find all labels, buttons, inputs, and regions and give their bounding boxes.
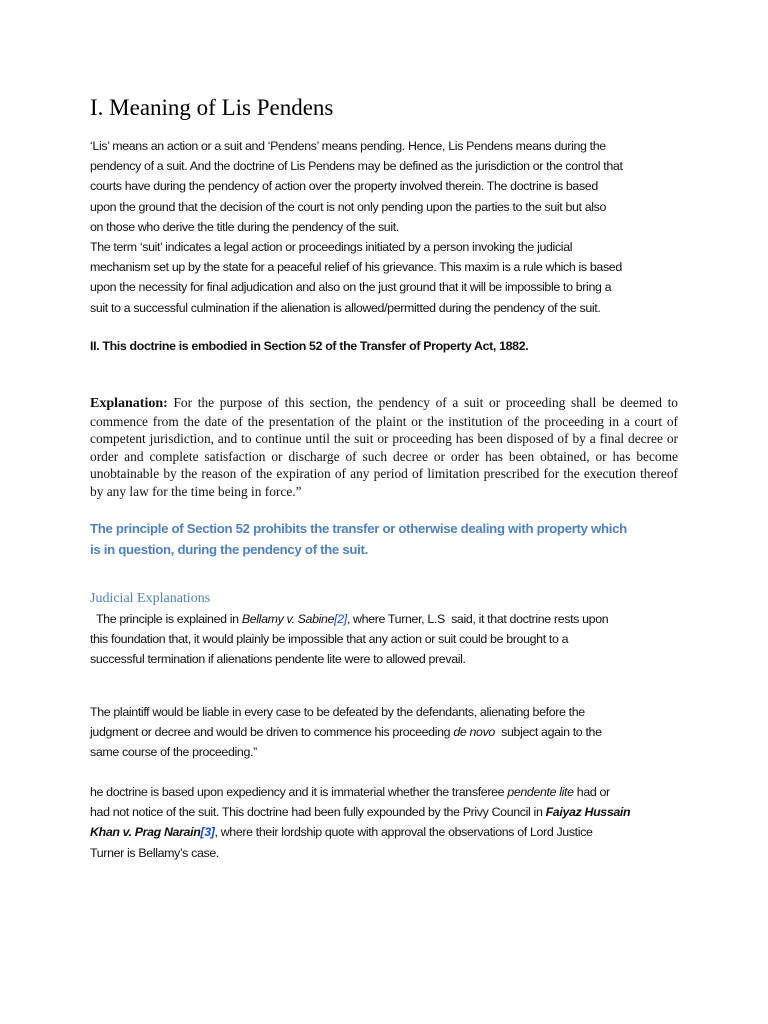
text-run: had or <box>573 785 610 799</box>
explanation-label: Explanation: <box>90 396 168 411</box>
judicial-line <box>90 609 678 629</box>
text-run: had not notice of the suit. This doctrine had been fully expounded by the Privy Council in <box>90 805 546 820</box>
text-run: , where their lordship quote with approval the observations of Lord Justice <box>214 825 593 840</box>
judicial-line <box>90 722 678 742</box>
text-run: he doctrine is based upon expediency and it is immaterial whether the transferee <box>90 785 508 799</box>
text-run: The principle is explained in <box>90 612 242 626</box>
intro-line: upon the ground that the decision of the court is not only pending upon the parties to the suit but also <box>90 199 607 214</box>
principle-line: The principle of Section 52 prohibits the transfer or otherwise dealing with property which <box>90 521 627 536</box>
judicial-line: this foundation that, it would plainly be impossible that any action or suit could be brought to a <box>90 632 569 647</box>
principle-statement <box>90 518 678 560</box>
judicial-line: Turner is Bellamy’s case. <box>90 845 219 860</box>
case-citation: Khan v. Prag Narain <box>90 825 201 840</box>
section-heading: II. This doctrine is embodied in Section 52 of the Transfer of Property Act, 1882. <box>90 339 529 353</box>
footnote-link-2[interactable]: [2] <box>334 612 347 626</box>
judicial-line <box>90 782 678 802</box>
intro-line: suit to a successful culmination if the alienation is allowed/permitted during the pendency of the suit. <box>90 300 601 315</box>
intro-line: mechanism set up by the state for a peaceful relief of his grievance. This maxim is a rule which is based <box>90 260 622 275</box>
latin-term: pendente lite <box>507 785 574 799</box>
intro-line: ‘Lis’ means an action or a suit and ‘Pendens’ means pending. Hence, Lis Pendens means during the <box>90 139 606 153</box>
judicial-line <box>90 822 678 842</box>
explanation-text: For the purpose of this section, the pendency of a suit or proceeding shall be deemed to commence from the date of the presentation of the plaint or the institution of the proceeding in a court of competent jurisdiction, and to continue until the suit or proceeding has been disposed of by a final decree or order and complete satisfaction or discharge of such decree or order has been obtained, or has become unobtainable by the reason of the expiration of any period of limitation prescribed for the execution thereof by any law for the time being in force.” <box>90 395 678 499</box>
judicial-paragraph-3 <box>90 782 678 863</box>
case-citation: Faiyaz Hussain <box>545 805 631 820</box>
intro-line: The term ‘suit’ indicates a legal action or proceedings initiated by a person invoking the judicial <box>90 240 573 255</box>
text-run: judgment or decree and would be driven to commence his proceeding <box>90 725 454 740</box>
principle-line: is in question, during the pendency of the suit. <box>90 542 368 557</box>
intro-line: pendency of a suit. And the doctrine of Lis Pendens may be defined as the jurisdiction or the control that <box>90 159 623 174</box>
judicial-line <box>90 802 678 822</box>
judicial-paragraph-1 <box>90 609 678 670</box>
judicial-explanations-heading: Judicial Explanations <box>90 591 211 606</box>
case-citation: Bellamy v. Sabine <box>241 612 335 626</box>
judicial-line: The plaintiff would be liable in every case to be defeated by the defendants, alienating before the <box>90 705 585 719</box>
footnote-link-3[interactable]: [3] <box>200 825 215 840</box>
intro-line: on those who derive the title during the pendency of the suit. <box>90 219 399 234</box>
intro-line: upon the necessity for final adjudication and also on the just ground that it will be impossible to bring a <box>90 280 612 295</box>
explanation-paragraph <box>90 394 678 501</box>
intro-line: courts have during the pendency of action over the property involved therein. The doctrine is based <box>90 179 598 194</box>
latin-term: de novo <box>453 725 495 740</box>
text-run: subject again to the <box>494 725 602 740</box>
intro-paragraph <box>90 136 678 318</box>
judicial-line: successful termination if alienations pendente lite were to allowed prevail. <box>90 652 466 667</box>
text-run: , where Turner, L.S said, it that doctrine rests upon <box>346 612 609 626</box>
judicial-paragraph-2 <box>90 702 678 763</box>
judicial-line: same course of the proceeding.” <box>90 745 257 760</box>
page-title: I. Meaning of Lis Pendens <box>90 95 334 120</box>
